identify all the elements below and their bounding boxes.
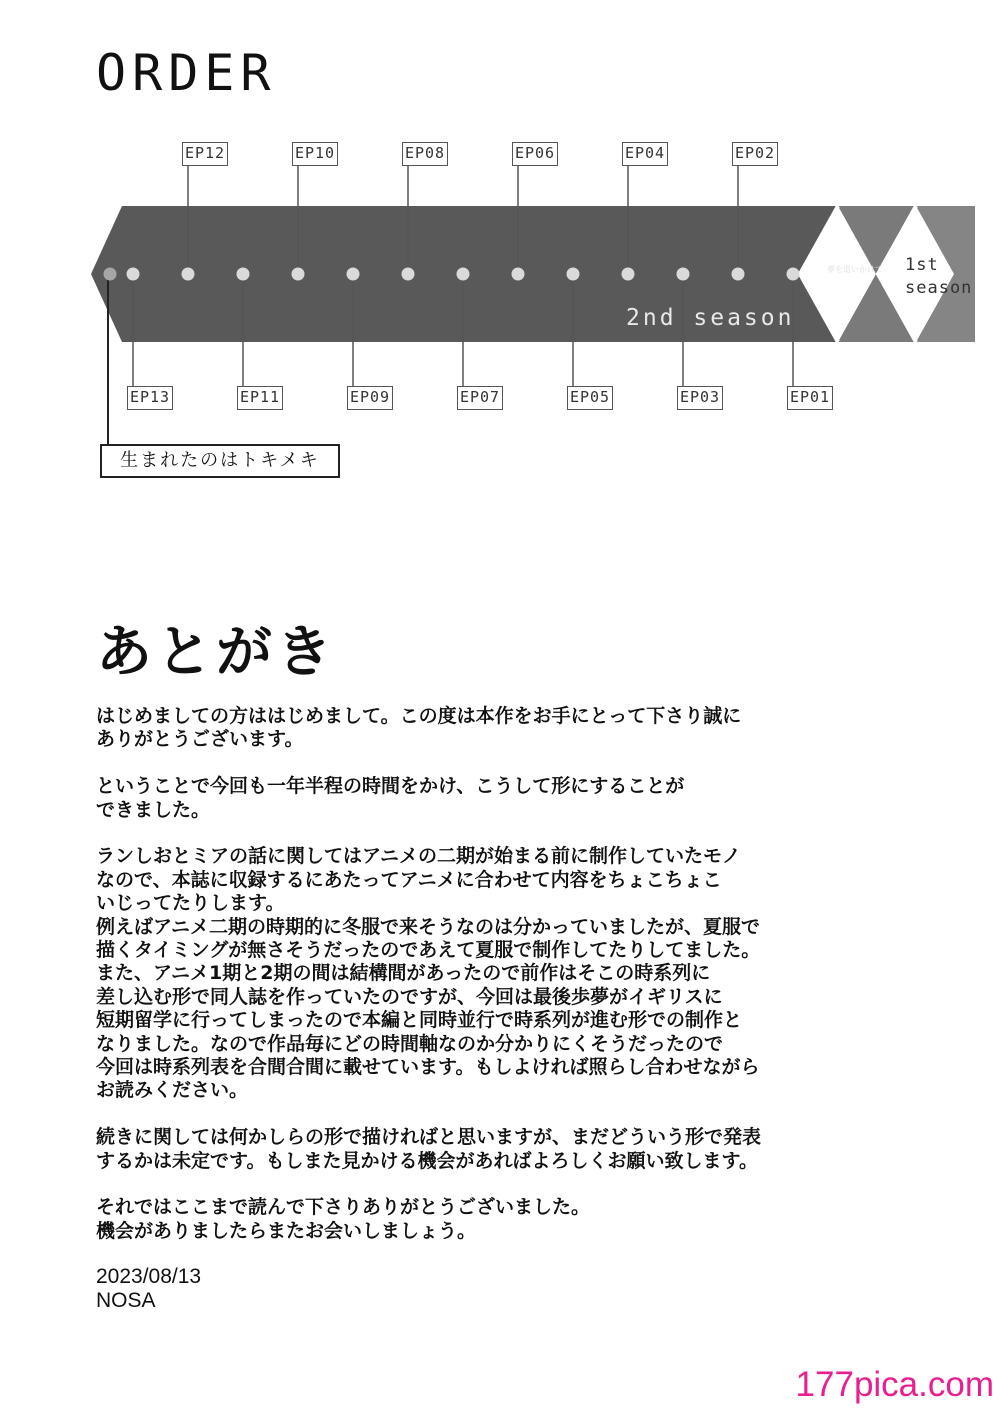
watermark: 177pica.com: [795, 1365, 994, 1404]
timeline-dot: [787, 268, 800, 281]
timeline: [0, 0, 1000, 500]
afterword-title: あとがき: [96, 620, 336, 685]
episode-label-ep07: EP07: [457, 386, 503, 410]
afterword-paragraph: ということで今回も一年半程の時間をかけ、こうして形にすることが できました。: [96, 775, 685, 821]
episode-label-ep06: EP06: [512, 142, 558, 166]
afterword-author: NOSA: [96, 1289, 156, 1312]
episode-label-ep05: EP05: [567, 386, 613, 410]
episode-label-ep02: EP02: [732, 142, 778, 166]
timeline-dot: [292, 268, 305, 281]
order-title: ORDER: [96, 44, 277, 102]
episode-label-ep13: EP13: [127, 386, 173, 410]
timeline-dot: [457, 268, 470, 281]
episode-label-ep03: EP03: [677, 386, 723, 410]
afterword-body: [96, 705, 916, 1243]
season2-label: 2nd season: [626, 305, 795, 331]
timeline-callout: 生まれたのはトキメキ: [100, 444, 340, 478]
timeline-dot: [182, 268, 195, 281]
start-dot: [104, 268, 117, 281]
afterword-paragraph: はじめましての方ははじめまして。この度は本作をお手にとって下さり誠に ありがとうございます。: [96, 705, 742, 751]
season1-label: [905, 254, 972, 300]
season1-label-line1: 1st: [905, 255, 939, 275]
timeline-dot: [402, 268, 415, 281]
timeline-dot: [567, 268, 580, 281]
episode-label-ep01: EP01: [787, 386, 833, 410]
episode-label-ep11: EP11: [237, 386, 283, 410]
timeline-dot: [622, 268, 635, 281]
episode-label-ep10: EP10: [292, 142, 338, 166]
afterword-paragraph: ランしおとミアの話に関してはアニメの二期が始まる前に制作していたモノ なので、本誌に収録するにあたってアニメに合わせて内容をちょこちょこ いじってたりします。 例えばアニメ二期の時期的に冬服で来そうなのは分かっていましたが、夏服で 描くタイミングが無さそうだったのであえて夏服で制作してたりしてました。 また、アニメ1期と2期の間は結構間があったので前作はそこの時系列に 差し込む形で同人誌を作っていたのですが、今回は最後歩夢がイギリスに 短期留学に行ってしまったので本編と同時並行で時系列が進む形での制作と なりました。なので作品毎にどの時間軸なのか分かりにくそうだったので 今回は時系列表を合間合間に載せています。もしよければ照らし合わせながら お読みください。: [96, 845, 761, 1102]
season1-label-line2: season: [905, 278, 973, 298]
episode-label-ep09: EP09: [347, 386, 393, 410]
timeline-dot: [512, 268, 525, 281]
afterword-paragraph: それではここまで読んで下さりありがとうございました。 機会がありましたらまたお会いしましょう。: [96, 1196, 591, 1242]
signature-block: [96, 1265, 201, 1313]
timeline-dot: [677, 268, 690, 281]
afterword-paragraph: 続きに関しては何かしらの形で描ければと思いますが、まだどういう形で発表 するかは未定です。もしまた見かける機会があればよろしくお願い致します。: [96, 1126, 762, 1172]
timeline-dot: [237, 268, 250, 281]
timeline-graphic: [0, 0, 1000, 500]
episode-label-ep12: EP12: [182, 142, 228, 166]
episode-label-ep04: EP04: [622, 142, 668, 166]
timeline-dot: [732, 268, 745, 281]
timeline-dot: [347, 268, 360, 281]
episode-label-ep08: EP08: [402, 142, 448, 166]
movie-label: 夢を追いかけて: [827, 265, 883, 274]
afterword-date: 2023/08/13: [96, 1265, 202, 1288]
timeline-dot: [127, 268, 140, 281]
